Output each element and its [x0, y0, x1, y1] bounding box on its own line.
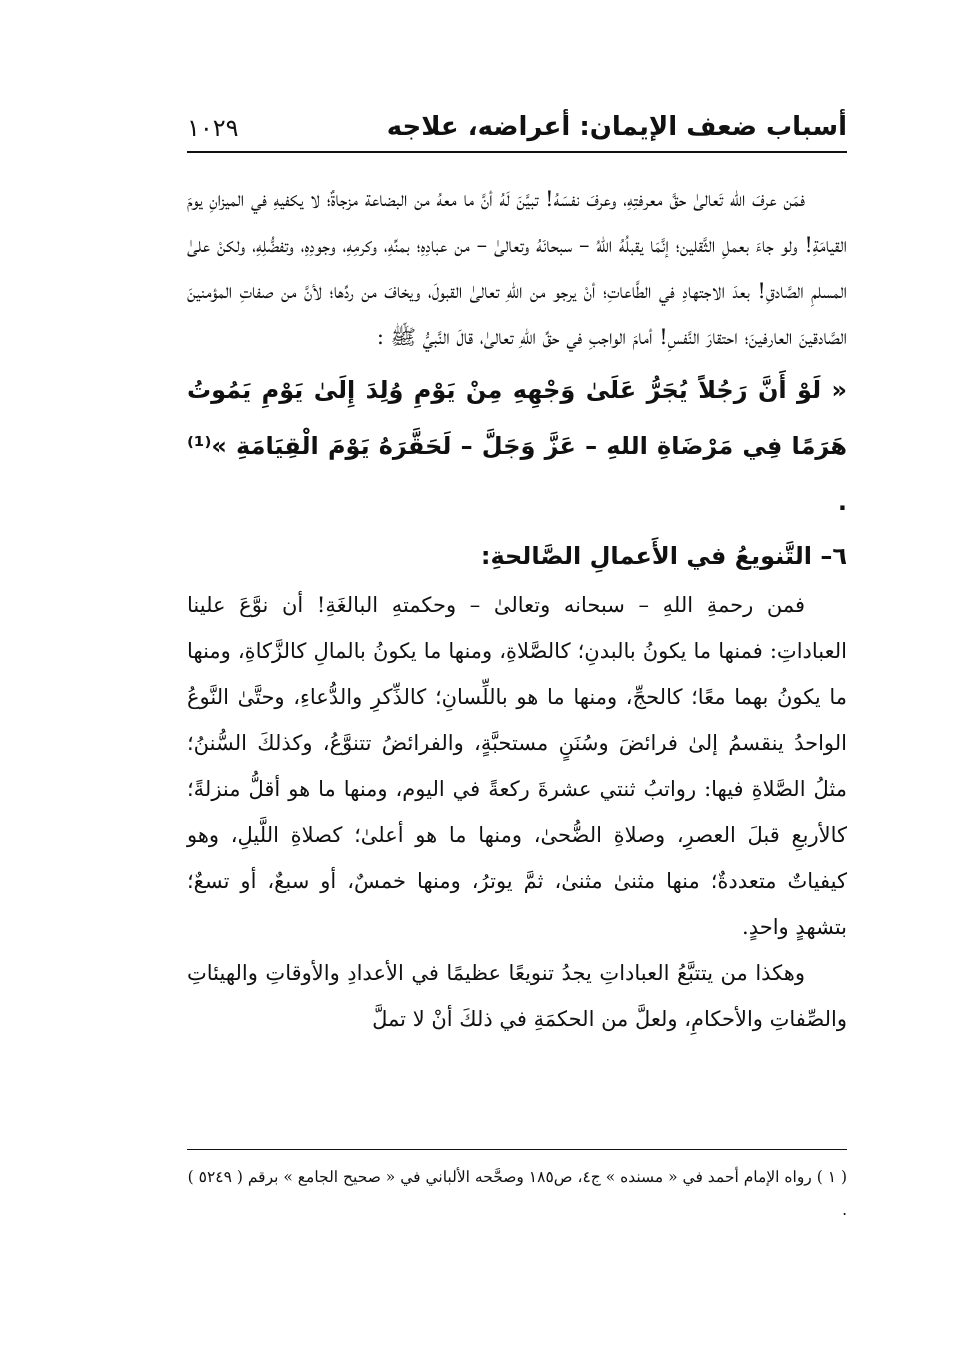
page-number: ١٠٢٩: [187, 114, 239, 142]
paragraph-1: فمَن عرفَ الله تَعالىٰ حقَّ معرفتِهِ، وعرفَ نفسَهُ! تبيَّنَ لَهُ أنَّ ما معهُ من البضاعة مزجاةٌ؛ لا يكفيهِ في الميزانِ يومَ القيامَةِ! ولو جاءَ بعملِ الثَّقلين؛ إنَّمَا يقبلُهُ اللهُ – سبحانَهُ وتعالىٰ – من عبادِهِ؛ بمنِّهِ، وكرمِهِ، وجودِهِ، وتفضُّلِهِ، ولكنْ علىٰ المسلمِ الصَّادقِ! بعدَ الاجتهادِ في الطَّاعاتِ؛ أنْ يرجو من اللهِ تعالىٰ القبولَ، ويخافَ من ردِّها؛ لأنَّ من صفاتِ المؤمنينَ الصَّادقينَ العارفينَ؛ احتقارَ النَّفسِ! أمامَ الواجبِ في حقِّ اللهِ تعالىٰ، قالَ النَّبيُّ ﷺ :: [187, 187, 847, 349]
paragraph-2: فمن رحمةِ اللهِ – سبحانه وتعالىٰ – وحكمتهِ البالغَةِ! أن نوَّعَ علينا العباداتِ: فمنها ما يكونُ بالبدنِ؛ كالصَّلاةِ، ومنها ما يكونُ بالمالِ كالزَّكاةِ، ومنها ما يكونُ بهما معًا؛ كالحجِّ، ومنها ما هو باللِّسانِ؛ كالذِّكرِ والدُّعاءِ، وحتَّىٰ النَّوعُ الواحدُ ينقسمُ إلىٰ فرائضَ وسُنَنٍ مستحبَّةٍ، والفرائضُ تتنوَّعُ، وكذلكَ السُّننُ؛ مثلُ الصَّلاةِ فيها: رواتبُ ثنتي عشرةَ ركعةً في اليوم، ومنها ما هو أقلُّ منزلةً؛ كالأربعِ قبلَ العصرِ، وصلاةِ الضُّحىٰ، ومنها ما هو أعلىٰ؛ كصلاةِ اللَّيلِ، وهو كيفياتٌ متعددةٌ؛ منها مثنىٰ مثنىٰ، ثمَّ يوترُ، ومنها خمسٌ، أو سبعٌ، أو تسعٌ؛ بتشهدٍ واحدٍ.: [187, 593, 847, 939]
running-header: [187, 112, 847, 152]
paragraph-3: وهكذا من يتتبَّعُ العباداتِ يجدُ تنويعًا عظيمًا في الأعدادِ والأوقاتِ والهيئاتِ والصِّفاتِ والأحكامِ، ولعلَّ من الحكمَةِ في ذلكَ أنْ لا تملَّ: [187, 961, 847, 1031]
hadith-quote: « لَوْ أَنَّ رَجُلاً يُجَرُّ عَلَىٰ وَجْهِهِ مِنْ يَوْمِ وُلِدَ إِلَىٰ يَوْمِ يَمُوتُ هَرَمًا فِي مَرْضَاةِ اللهِ – عَزَّ وَجَلَّ – لَحَقَّرَهُ يَوْمَ الْقِيَامَةِ »⁽¹⁾ .: [187, 376, 847, 516]
running-header-title: أسباب ضعف الإيمان: أعراضه، علاجه: [386, 112, 847, 142]
section-heading: ٦– التَّنويعُ في الأَعمالِ الصَّالحةِ:: [480, 542, 847, 570]
footnote: ( ١ ) رواه الإمام أحمد في « مسنده » ج٤، ص١٨٥ وصحَّحه الألباني في « صحيح الجامع » برقم ( ٥٢٤٩ ) .: [187, 1168, 847, 1219]
main-text: [187, 176, 847, 1042]
header-divider: [187, 151, 847, 153]
footnote-divider: [187, 1149, 847, 1150]
